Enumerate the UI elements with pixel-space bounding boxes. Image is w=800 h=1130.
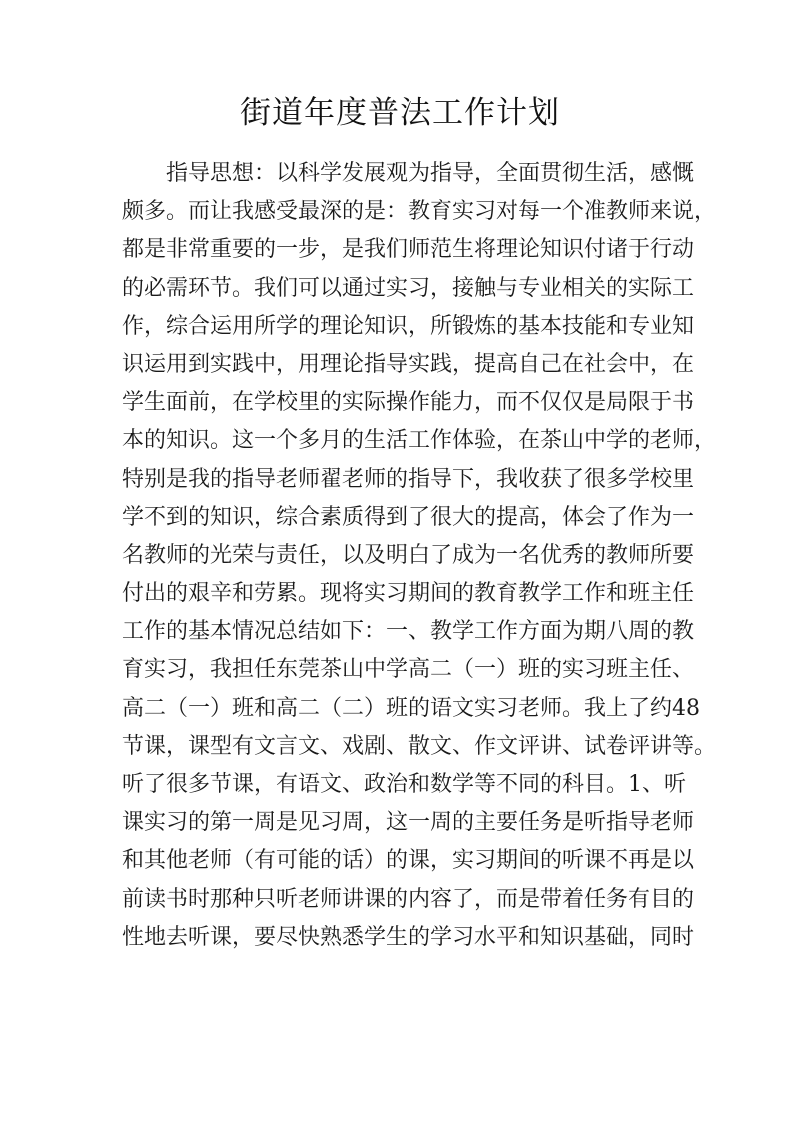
- document-body: [0, 155, 800, 957]
- body-line: 学生面前，在学校里的实际操作能力，而不仅仅是局限于书: [122, 390, 695, 416]
- body-line: 本的知识。这一个多月的生活工作体验，在茶山中学的老师，: [122, 428, 717, 454]
- body-line: 都是非常重要的一步，是我们师范生将理论知识付诸于行动: [122, 237, 695, 263]
- body-line: 工作的基本情况总结如下：一、教学工作方面为期八周的教: [122, 619, 695, 645]
- body-line: 高二（一）班和高二（二）班的语文实习老师。我上了约48: [122, 695, 700, 721]
- body-line: 育实习，我担任东莞茶山中学高二（一）班的实习班主任、: [122, 657, 695, 683]
- body-line: 节课，课型有文言文、戏剧、散文、作文评讲、试卷评讲等。: [122, 733, 717, 759]
- body-line: 听了很多节课，有语文、政治和数学等不同的科目。1、听: [122, 772, 686, 797]
- body-line: 的必需环节。我们可以通过实习，接触与专业相关的实际工: [122, 275, 695, 301]
- document-title: 街道年度普法工作计划: [240, 95, 560, 131]
- body-line: 识运用到实践中，用理论指导实践，提高自己在社会中，在: [122, 351, 695, 377]
- body-line: 特别是我的指导老师翟老师的指导下，我收获了很多学校里: [122, 466, 695, 492]
- body-line: 指导思想：以科学发展观为指导，全面贯彻生活，感慨: [166, 161, 695, 186]
- body-line: 课实习的第一周是见习周，这一周的主要任务是听指导老师: [122, 810, 695, 836]
- body-line: 颇多。而让我感受最深的是：教育实习对每一个准教师来说，: [122, 199, 717, 225]
- body-line: 付出的艰辛和劳累。现将实习期间的教育教学工作和班主任: [122, 581, 695, 607]
- body-line: 和其他老师（有可能的话）的课，实习期间的听课不再是以: [122, 848, 695, 874]
- body-line: 作，综合运用所学的理论知识，所锻炼的基本技能和专业知: [122, 313, 695, 339]
- body-line: 名教师的光荣与责任，以及明白了成为一名优秀的教师所要: [122, 542, 695, 568]
- body-line: 前读书时那种只听老师讲课的内容了，而是带着任务有目的: [122, 886, 695, 912]
- body-line: 学不到的知识，综合素质得到了很大的提高，体会了作为一: [122, 504, 695, 530]
- body-line: 性地去听课，要尽快熟悉学生的学习水平和知识基础，同时: [122, 924, 695, 950]
